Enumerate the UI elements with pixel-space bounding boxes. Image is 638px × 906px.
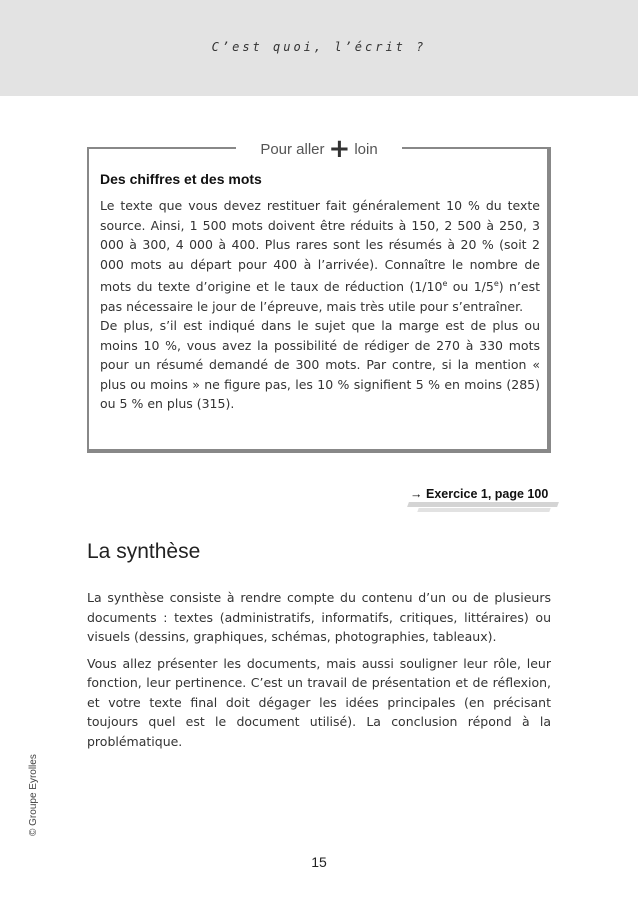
box-heading: Des chiffres et des mots xyxy=(100,171,262,187)
box-label-after: loin xyxy=(354,141,378,158)
box-paragraph-2: De plus, s’il est indiqué dans le sujet que la marge est de plus ou moins 10 %, vous avez la possibilité de rédiger de 270 à 330 mots pour un résumé demandé de 300 mots. Par contre, si la mention « plus ou moins » ne figure pas, les 10 % signifient 5 % en moins (285) ou 5 % en plus (315). xyxy=(100,318,540,412)
copyright-note: © Groupe Eyrolles xyxy=(28,754,39,836)
plus-icon: + xyxy=(328,134,351,164)
section-paragraph-1: La synthèse consiste à rendre compte du contenu d’un ou de plusieurs documents : textes (administratifs, informatifs, critiques, littéraires) ou visuels (dessins, graphiques, schémas, photographies, tableaux). xyxy=(87,590,551,644)
running-header: C’est quoi, l’écrit ? xyxy=(211,40,427,54)
section-body xyxy=(87,588,551,758)
page-number: 15 xyxy=(311,854,327,870)
box-label xyxy=(236,134,402,164)
box-label-before: Pour aller xyxy=(260,141,325,158)
section-title: La synthèse xyxy=(87,540,201,563)
exercise-link[interactable] xyxy=(410,487,548,501)
box-text xyxy=(100,196,540,414)
exercise-label: Exercice 1, page 100 xyxy=(425,487,549,501)
box-paragraph-1: Le texte que vous devez restituer fait généralement 10 % du texte source. Ainsi, 1 500 mots doivent être réduits à 150, 2 500 à 250, 3 000 à 300, 4 000 à 400. Plus rares sont les résumés à 20 % (soit 2 000 mots au départ pour 400 à l’arrivée). Connaître le nombre de mots du texte d’origine et le taux de réduction (1/10e ou 1/5e) n’est pas nécessaire le jour de l’épreuve, mais très utile pour s’entraîner. xyxy=(100,198,540,314)
arrow-icon: → xyxy=(410,487,423,501)
section-paragraph-2: Vous allez présenter les documents, mais aussi souligner leur rôle, leur fonction, leur pertinence. C’est un travail de présentation et de réflexion, et votre texte final doit dégager les idées principales (en précisant toujours quel est le document utilisé). La conclusion répond à la problématique. xyxy=(87,655,551,749)
